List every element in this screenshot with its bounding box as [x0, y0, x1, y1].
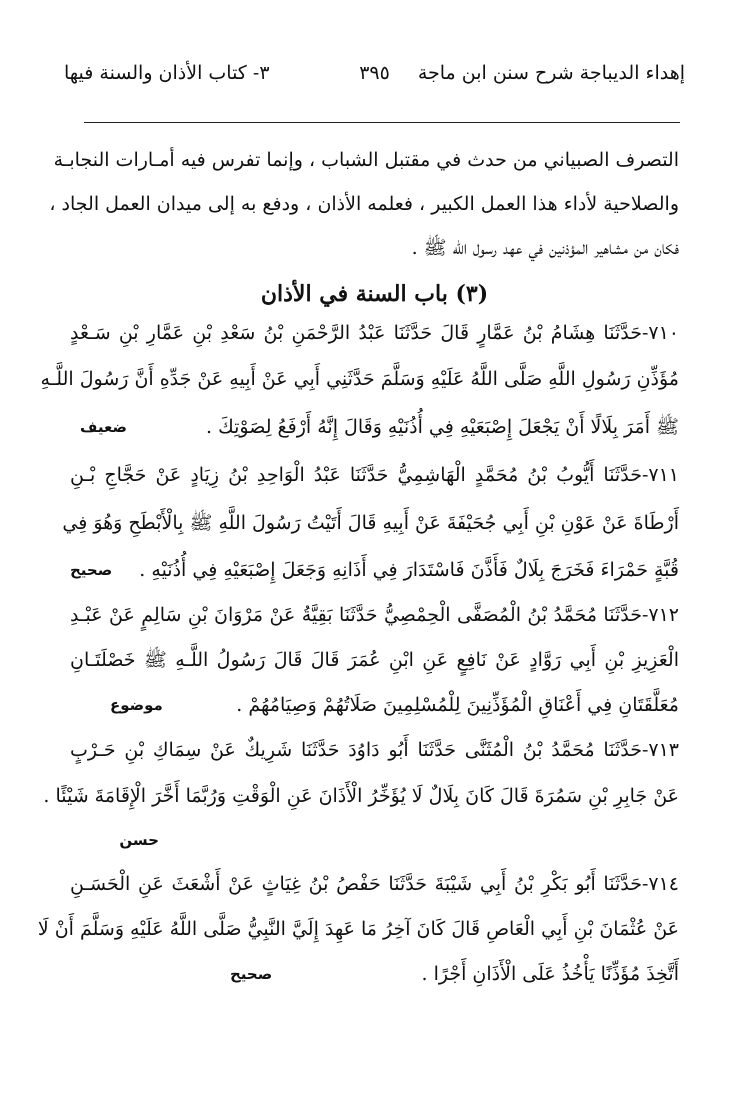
hadith-712-text-3: مُعَلَّقَتَانِ فِي أَعْنَاقِ الْمُؤَذِّنِينَ لِلْمُسْلِمِينَ صَلَاتُهُمْ وَصِيَامُهُمْ . [236, 694, 679, 716]
hadith-713-line-1: ٧١٣-حَدَّثَنَا مُحَمَّدُ بْنُ الْمُثَنَّى حَدَّثَنَا أَبُو دَاوُدَ حَدَّثَنَا شَرِيكٌ عَنْ سِمَاكِ بْنِ حَـرْبٍ [70, 739, 679, 761]
book-title: إهداء الديباجة شرح سنن ابن ماجة [417, 62, 685, 84]
hadith-710-grade: ضعيف [80, 418, 127, 436]
hadith-713-line-2: عَنْ جَابِرِ بْنِ سَمُرَةَ قَالَ كَانَ بِلَالٌ لَا يُؤَخِّرُ الْأَذَانَ عَنِ الْوَقْتِ وَرُبَّمَا أَخَّرَ الْإِقَامَةَ شَيْئًا . [43, 785, 679, 807]
hadith-710-line-2: مُؤَذِّنِ رَسُولِ اللَّهِ صَلَّى اللَّهُ عَلَيْهِ وَسَلَّمَ حَدَّثَنِي أَبِي عَنْ أَبِيهِ عَنْ جَدِّهِ أَنَّ رَسُولَ اللَّـهِ [40, 368, 679, 390]
hadith-712-line-2: الْعَزِيزِ بْنِ أَبِي رَوَّادٍ عَنْ نَافِعٍ عَنِ ابْنِ عُمَرَ قَالَ قَالَ رَسُولُ اللَّـهِ ﷺ خَصْلَتَـانِ [70, 649, 679, 671]
hadith-711-text-3: قُبَّةٍ حَمْرَاءَ فَخَرَجَ بِلَالٌ فَأَذَّنَ فَاسْتَدَارَ فِي أَذَانِهِ وَجَعَلَ إِصْبَعَيْهِ فِي أُذُنَيْهِ . [139, 559, 679, 581]
hadith-711-line-3 [70, 553, 679, 587]
running-header [64, 58, 685, 88]
hadith-711-grade: صحيح [70, 561, 113, 579]
hadith-710-line-3 [70, 410, 679, 444]
hadith-712-line-1: ٧١٢-حَدَّثَنَا مُحَمَّدُ بْنُ الْمُصَفَّى الْحِمْصِيُّ حَدَّثَنَا بَقِيَّةُ عَنْ مَرْوَانَ بْنِ سَالِمٍ عَنْ عَبْـدِ [70, 604, 679, 626]
intro-line-2: والصلاحية لأداء هذا العمل الكبير ، فعلمه الأذان ، ودفع به إلى ميدان العمل الجاد ، [49, 193, 679, 215]
hadith-714-line-3 [70, 957, 679, 991]
hadith-714-line-2: عَنْ عُثْمَانَ بْنِ أَبِي الْعَاصِ قَالَ كَانَ آخِرُ مَا عَهِدَ إِلَيَّ النَّبِيُّ صَلَّى اللَّهُ عَلَيْهِ وَسَلَّمَ أَنْ لَا [37, 918, 679, 940]
hadith-712-grade: موضوع [110, 696, 163, 714]
hadith-710-text-3: ﷺ أَمَرَ بِلَالًا أَنْ يَجْعَلَ إِصْبَعَيْهِ فِي أُذُنَيْهِ وَقَالَ إِنَّهُ أَرْفَعُ لِصَوْتِكَ . [206, 416, 679, 438]
hadith-710-line-1: ٧١٠-حَدَّثَنَا هِشَامُ بْنُ عَمَّارٍ قَالَ حَدَّثَنَا عَبْدُ الرَّحْمَنِ بْنُ سَعْدِ بْنِ عَمَّارِ بْنِ سَـعْدٍ [70, 322, 679, 344]
page-number: ٣٩٥ [359, 62, 390, 84]
hadith-713-grade: حسن [119, 831, 159, 849]
hadith-711-line-1: ٧١١-حَدَّثَنَا أَيُّوبُ بْنُ مُحَمَّدٍ الْهَاشِمِيُّ حَدَّثَنَا عَبْدُ الْوَاحِدِ بْنُ زِيَادٍ عَنْ حَجَّاجِ بْـنِ [70, 464, 679, 486]
hadith-711-line-2: أَرْطَاةَ عَنْ عَوْنِ بْنِ أَبِي جُحَيْفَةَ عَنْ أَبِيهِ قَالَ أَتَيْتُ رَسُولَ اللَّهِ ﷺ بِالْأَبْطَحِ وَهُوَ فِي [62, 512, 679, 534]
intro-line-1: التصرف الصبياني من حدث في مقتبل الشباب ، وإنما تفرس فيه أمـارات النجابـة [53, 149, 679, 171]
hadith-714-line-1: ٧١٤-حَدَّثَنَا أَبُو بَكْرِ بْنُ أَبِي شَيْبَةَ حَدَّثَنَا حَفْصُ بْنُ غِيَاثٍ عَنْ أَشْعَثَ عَنِ الْحَسَـنِ [70, 873, 679, 895]
hadith-714-text-3: أَتَّخِذَ مُؤَذِّنًا يَأْخُذُ عَلَى الْأَذَانِ أَجْرًا . [421, 963, 679, 985]
hadith-714-grade: صحيح [230, 965, 273, 983]
hadith-712-line-3 [70, 688, 679, 722]
hadith-713-grade-row [70, 823, 679, 857]
section-title: (٣) باب السنة في الأذان [260, 281, 489, 307]
intro-line-3: فكان من مشاهير المؤذنين في عهد رسول الله ﷺ . [411, 237, 679, 259]
header-divider [84, 122, 680, 123]
chapter-title: ٣- كتاب الأذان والسنة فيها [64, 62, 270, 84]
